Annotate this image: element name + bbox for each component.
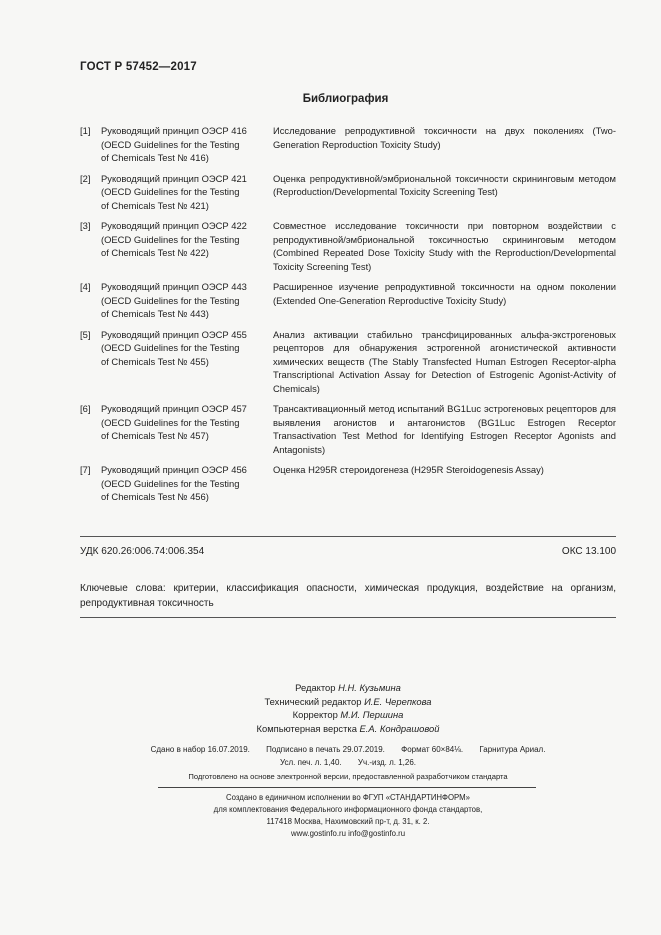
set-date: Сдано в набор 16.07.2019.	[150, 745, 250, 754]
credit-name: Е.А. Кондрашовой	[359, 722, 440, 734]
source-line: (OECD Guidelines for the Testing	[101, 294, 240, 306]
entry-description: Анализ активации стабильно трансфицированных альфа-экстрогеновых рецепторов для обнаружения эстрогенной агонистической активности химических веществ (The Stably Transfected Human Estrogen Receptor-alpha Transcriptional Activation Assay for Detection of Estrogenic Agonist-Activity of Chemicals)	[273, 328, 616, 394]
source-line: of Chemicals Test № 422)	[101, 247, 209, 258]
source-line: (OECD Guidelines for the Testing	[101, 416, 240, 428]
imprint-line	[35, 756, 661, 769]
website-link[interactable]: www.gostinfo.ru	[290, 828, 346, 838]
entry-number: [3]	[80, 220, 91, 231]
bibliography-entry	[80, 124, 616, 165]
source-line: Руководящий принцип ОЭСР 443	[101, 281, 247, 292]
entry-description: Оценка H295R стероидогенеза (H295R Steroidogenesis Assay)	[273, 464, 544, 475]
bibliography-entry	[80, 219, 616, 273]
source-line: Руководящий принцип ОЭСР 416	[101, 125, 247, 136]
entry-description: Расширенное изучение репродуктивной токсичности на одном поколении (Extended One-Generation Reproductive Toxicity Study)	[273, 281, 616, 306]
source-line: (OECD Guidelines for the Testing	[101, 477, 240, 489]
source-line: (OECD Guidelines for the Testing	[101, 186, 240, 197]
entry-number: [6]	[80, 403, 91, 414]
credit-name: И.Е. Черепкова	[364, 695, 432, 707]
prepared-note: Подготовлено на основе электронной версии, предоставленной разработчиком стандарта	[188, 772, 508, 781]
entry-description: Исследование репродуктивной токсичности на двух поколениях (Two-Generation Reproduction Toxicity Study)	[273, 125, 616, 150]
email-link[interactable]: info@gostinfo.ru	[348, 828, 406, 838]
entry-source	[101, 280, 273, 321]
divider	[80, 617, 616, 618]
entry-source	[101, 124, 273, 165]
entry-description: Трансактивационный метод испытаний BG1Luc эстрогеновых рецепторов для выявления агонистов и антагонистов (BG1Luc Estrogen Receptor Transactivation Test Method for Identifying Estrogen Receptor Agonists and Antagonists)	[273, 403, 616, 455]
entry-number: [5]	[80, 328, 91, 340]
editorial-credits	[0, 681, 661, 735]
format: Формат 60×84⅛.	[401, 745, 464, 754]
source-line: Руководящий принцип ОЭСР 422	[101, 220, 247, 231]
udk-code: УДК 620.26:006.74:006.354	[80, 546, 205, 557]
publisher-address	[0, 816, 661, 839]
entry-number: [4]	[80, 281, 91, 292]
source-line: Руководящий принцип ОЭСР 455	[101, 328, 247, 340]
credit-line	[35, 695, 661, 709]
credit-line	[35, 722, 661, 736]
publisher-line: Создано в единичном исполнении во ФГУП «СТАНДАРТИНФОРМ»	[226, 793, 470, 802]
source-line: of Chemicals Test № 416)	[101, 152, 209, 163]
divider	[158, 787, 536, 788]
print-date: Подписано в печать 29.07.2019.	[266, 745, 385, 754]
source-line: of Chemicals Test № 456)	[101, 491, 209, 502]
entry-source	[101, 402, 273, 456]
publisher-info	[0, 792, 661, 815]
entry-number: [7]	[80, 464, 91, 475]
entry-description: Оценка репродуктивной/эмбриональной токсичности скрининговым методом (Reproduction/Developmental Toxicity Screening Test)	[273, 172, 616, 197]
entry-source	[101, 172, 273, 213]
source-line: (OECD Guidelines for the Testing	[101, 342, 240, 353]
bibliography-list	[80, 124, 616, 511]
bibliography-entry	[80, 328, 616, 396]
bibliography-entry	[80, 402, 616, 456]
credit-line	[35, 708, 661, 722]
source-line: Руководящий принцип ОЭСР 421	[101, 172, 247, 184]
source-line: Руководящий принцип ОЭСР 456	[101, 464, 247, 475]
entry-description: Совместное исследование токсичности при повторном воздействии с репродуктивной/эмбриональной токсичностью скрининговым методом (Combined Repeated Dose Toxicity Study with the Reproduction/Developmental Toxicity Screening Test)	[273, 220, 616, 272]
page-header-standard: ГОСТ Р 57452—2017	[80, 61, 197, 73]
divider	[80, 536, 616, 537]
bibliography-entry	[80, 280, 616, 321]
source-line: (OECD Guidelines for the Testing	[101, 233, 240, 245]
credit-line	[35, 681, 661, 695]
imprint	[0, 743, 661, 769]
oks-code: ОКС 13.100	[561, 546, 616, 557]
bibliography-entry	[80, 463, 616, 504]
contact-line	[35, 828, 661, 840]
keywords: Ключевые слова: критерии, классификация опасности, химическая продукция, воздействие на организм, репродуктивная токсичность	[80, 583, 616, 609]
entry-number: [2]	[80, 172, 91, 184]
source-line: (OECD Guidelines for the Testing	[101, 138, 240, 150]
credit-name: М.И. Першина	[340, 709, 404, 720]
entry-source	[101, 328, 273, 396]
credit-name: Н.Н. Кузьмина	[338, 682, 401, 693]
source-line: of Chemicals Test № 457)	[101, 430, 209, 441]
credit-role: Технический редактор	[264, 695, 362, 707]
imprint-line	[35, 743, 661, 756]
source-line: of Chemicals Test № 443)	[101, 308, 209, 319]
print-sheets: Усл. печ. л. 1,40.	[279, 758, 342, 767]
address-line: 117418 Москва, Нахимовский пр-т, д. 31, к. 2.	[266, 817, 430, 826]
credit-role: Компьютерная верстка	[256, 722, 357, 734]
source-line: of Chemicals Test № 421)	[101, 199, 209, 211]
publish-sheets: Уч.-изд. л. 1,26.	[357, 758, 417, 767]
entry-source	[101, 219, 273, 273]
bibliography-entry	[80, 172, 616, 213]
source-line: of Chemicals Test № 455)	[101, 355, 209, 367]
credit-role: Корректор	[292, 709, 338, 720]
font-info: Гарнитура Ариал.	[479, 745, 546, 754]
bibliography-title: Библиография	[302, 93, 389, 105]
classification-row	[80, 546, 616, 557]
entry-number: [1]	[80, 125, 91, 136]
credit-role: Редактор	[295, 682, 336, 693]
publisher-line: для комплектования Федерального информационного фонда стандартов,	[213, 804, 483, 814]
entry-source	[101, 463, 273, 504]
source-line: Руководящий принцип ОЭСР 457	[101, 403, 247, 414]
